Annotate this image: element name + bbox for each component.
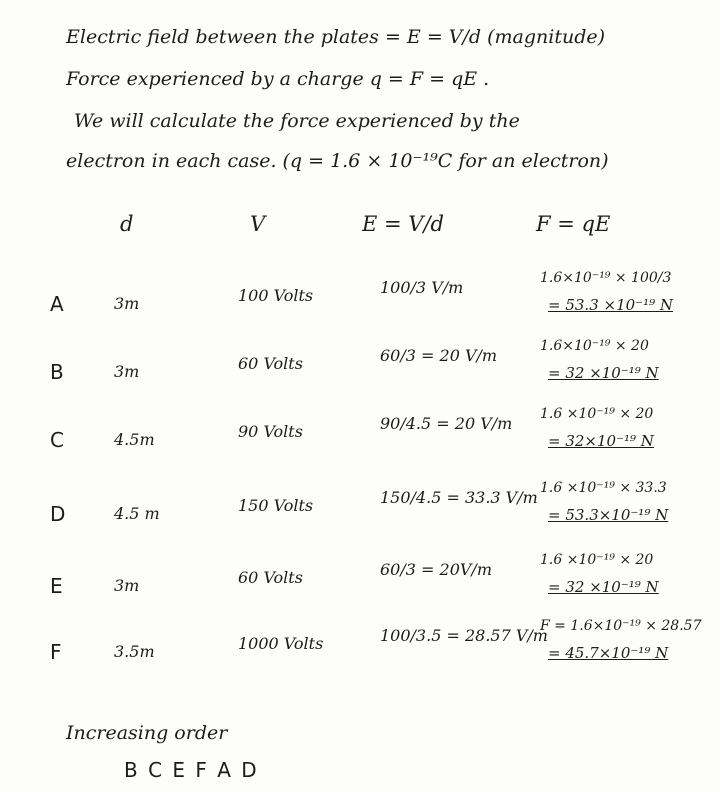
cell-v: 150 Volts [238,496,314,515]
cell-f-step: 1.6 ×10⁻¹⁹ × 20 [540,552,654,568]
cell-f-step: F = 1.6×10⁻¹⁹ × 28.57 [540,618,702,634]
row-label: B [50,360,64,384]
formula-line-force: Force experienced by a charge q = F = qE . [66,68,490,90]
cell-d: 4.5 m [114,504,160,523]
cell-v: 60 Volts [238,568,303,587]
cell-v: 60 Volts [238,354,303,373]
cell-d: 3m [114,576,140,595]
row-label: E [50,574,63,598]
column-header-d: d [120,212,134,236]
row-label: D [50,502,66,526]
cell-d: 3.5m [114,642,155,661]
cell-e: 100/3.5 = 28.57 V/m [380,626,548,645]
cell-d: 4.5m [114,430,155,449]
cell-e: 100/3 V/m [380,278,464,297]
increasing-order-label: Increasing order [66,722,228,744]
cell-f-result: = 32 ×10⁻¹⁹ N [548,364,659,382]
cell-v: 100 Volts [238,286,314,305]
cell-f-result: = 53.3×10⁻¹⁹ N [548,506,669,524]
row-label: C [50,428,64,452]
cell-e: 150/4.5 = 33.3 V/m [380,488,538,507]
increasing-order-result: B C E F A D [124,758,259,782]
formula-line-electric-field: Electric field between the plates = E = V/d (magnitude) [66,26,606,48]
cell-f-result: = 45.7×10⁻¹⁹ N [548,644,669,662]
cell-f-step: 1.6×10⁻¹⁹ × 20 [540,338,649,354]
cell-f-step: 1.6 ×10⁻¹⁹ × 33.3 [540,480,667,496]
cell-e: 60/3 = 20V/m [380,560,492,579]
explanation-line: We will calculate the force experienced by the [74,110,520,132]
cell-f-step: 1.6 ×10⁻¹⁹ × 20 [540,406,654,422]
column-header-f: F = qE [536,212,611,236]
column-header-v: V [250,212,266,236]
charge-note-line: electron in each case. (q = 1.6 × 10⁻¹⁹C for an electron) [66,150,609,172]
table-row [0,618,720,702]
column-header-e: E = V/d [362,212,444,236]
row-label: F [50,640,62,664]
cell-f-result: = 53.3 ×10⁻¹⁹ N [548,296,673,314]
cell-e: 60/3 = 20 V/m [380,346,498,365]
cell-f-result: = 32×10⁻¹⁹ N [548,432,654,450]
cell-e: 90/4.5 = 20 V/m [380,414,513,433]
row-label: A [50,292,64,316]
cell-f-result: = 32 ×10⁻¹⁹ N [548,578,659,596]
cell-d: 3m [114,294,140,313]
cell-d: 3m [114,362,140,381]
cell-v: 1000 Volts [238,634,324,653]
cell-f-step: 1.6×10⁻¹⁹ × 100/3 [540,270,672,286]
cell-v: 90 Volts [238,422,303,441]
